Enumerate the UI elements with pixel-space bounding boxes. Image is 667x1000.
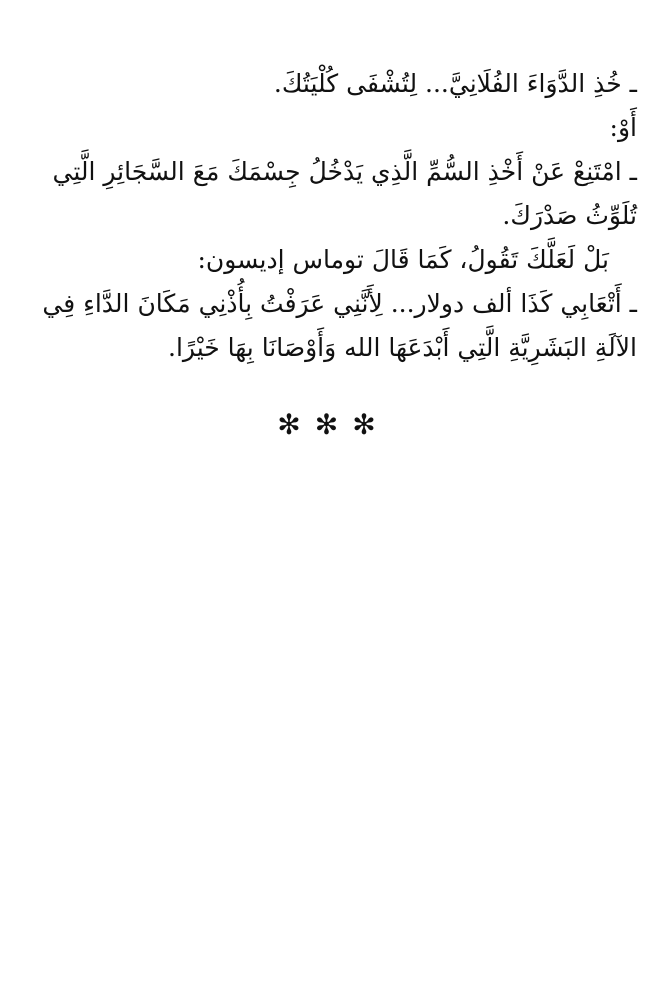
paragraph-5: ـ أَتْعَابِي كَذَا ألف دولار... لِأَنَّنِي عَرَفْتُ بِأُذْنِي مَكَانَ الدَّاءِ فِي الآلَةِ البَشَرِيَّةِ الَّتِي أَبْدَعَهَا الله وَأَوْصَانَا بِهَا خَيْرًا. [42, 289, 637, 362]
paragraph-1: ـ خُذِ الدَّوَاءَ الفُلَانِيَّ... لِتُشْفَى كُلْيَتُكَ. [273, 69, 637, 98]
paragraph-4: بَلْ لَعَلَّكَ تَقُولُ، كَمَا قَالَ توماس إديسون: [197, 245, 609, 274]
section-separator: ✻✻✻ [277, 408, 390, 441]
text-block [40, 62, 637, 370]
paragraph-2: أَوْ: [609, 113, 637, 142]
paragraph-3: ـ امْتَنِعْ عَنْ أَخْذِ السُّمِّ الَّذِي يَدْخُلُ جِسْمَكَ مَعَ السَّجَائِرِ الَّتِي تُلَوِّثُ صَدْرَكَ. [52, 157, 637, 230]
